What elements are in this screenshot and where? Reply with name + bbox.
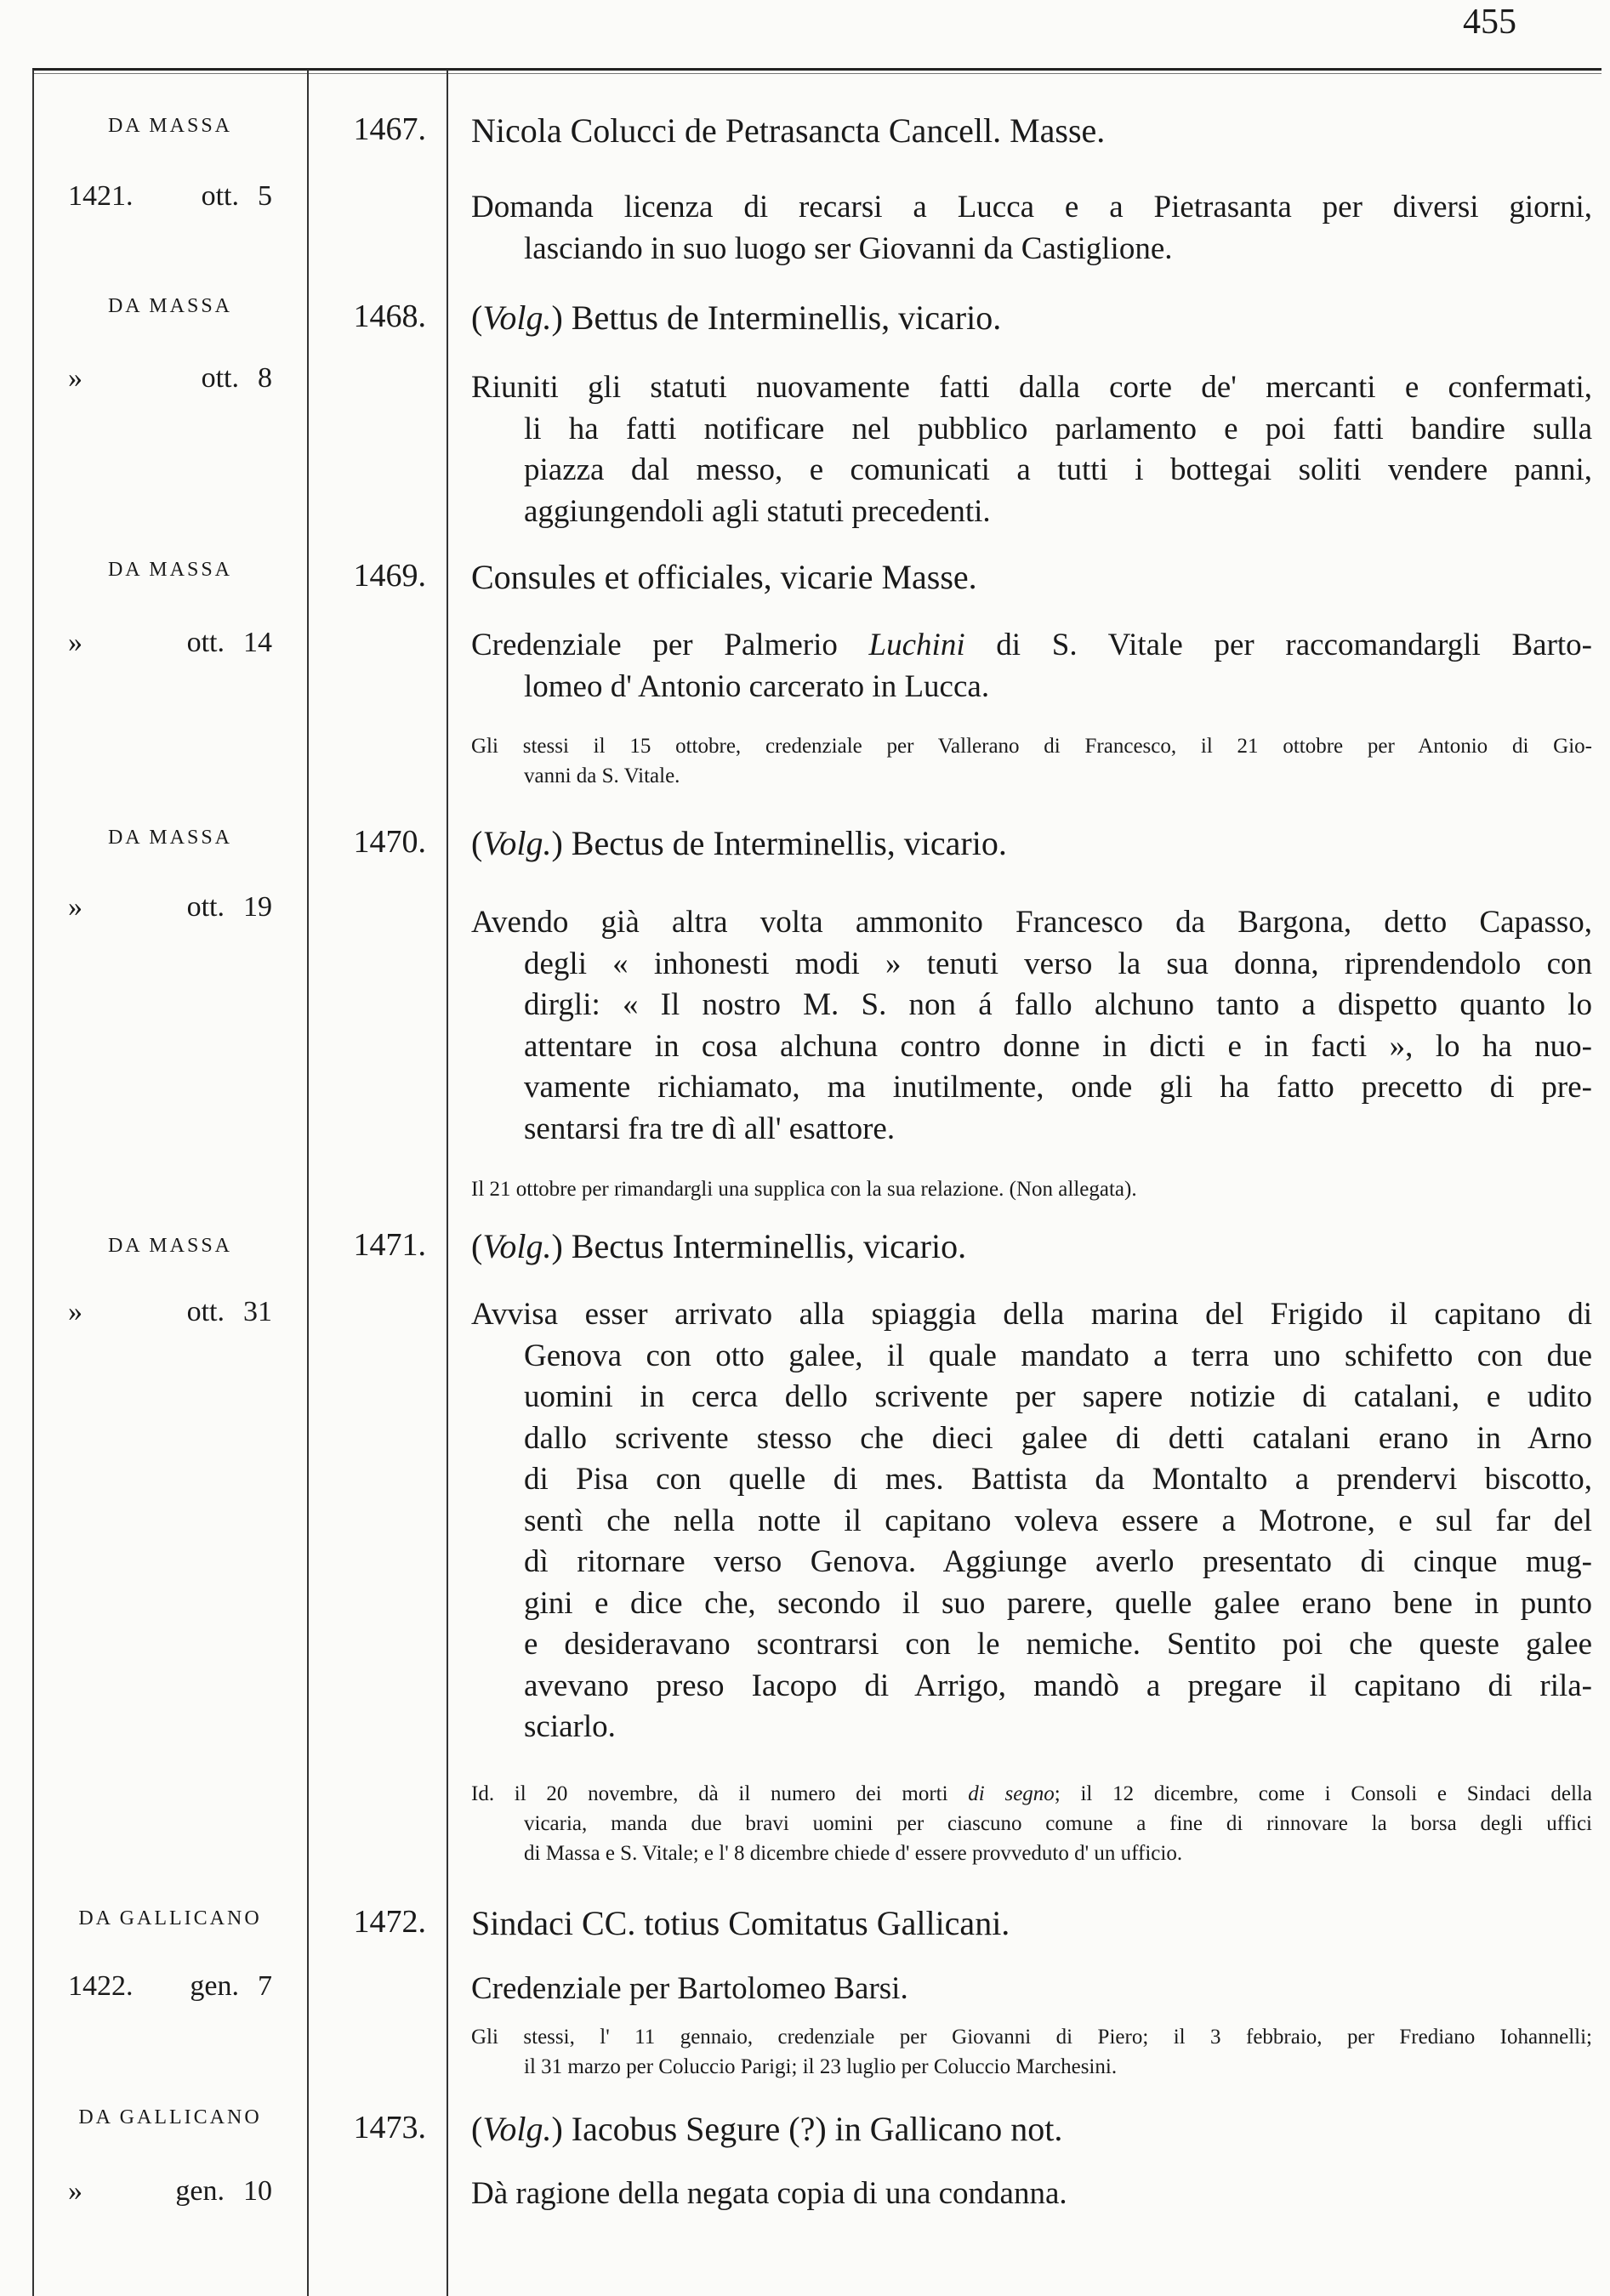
title-italic: Volg. <box>482 2110 552 2148</box>
entry-note <box>471 731 1592 791</box>
date-month: ott. <box>186 1296 225 1327</box>
date-day: 14 <box>243 627 272 658</box>
note-line: Il 21 ottobre per rimandargli una supplica con la sua relazione. (Non allegata). <box>471 1178 1137 1201</box>
entry-number: 1469. <box>353 558 426 594</box>
entry-date <box>68 362 272 395</box>
entry-number: 1467. <box>353 111 426 147</box>
entry-title <box>471 298 1594 338</box>
date-year: 1422. <box>68 1970 134 2002</box>
date-month: ott. <box>186 627 225 658</box>
body-line: di Pisa con quelle di mes. Battista da Montalto a prendervi biscotto, <box>524 1462 1592 1497</box>
title-text: ) Bectus Interminellis, vicario. <box>551 1227 967 1265</box>
body-line: Avvisa esser arrivato alla spiaggia della marina del Frigido il capitano di <box>471 1297 1592 1332</box>
date-day: 19 <box>243 891 272 923</box>
entry-body <box>471 2174 1592 2215</box>
entry-body <box>471 1294 1592 1748</box>
entry-date <box>68 2175 272 2208</box>
entry-origin-label: DA MASSA <box>107 295 233 317</box>
entry-date <box>68 891 272 924</box>
body-line: Domanda licenza di recarsi a Lucca e a Pietrasanta per diversi giorni, <box>471 190 1592 224</box>
body-line: dì ritornare verso Genova. Aggiunge averlo presentato di cinque mug- <box>524 1544 1592 1579</box>
entry-title <box>471 1903 1594 1943</box>
note-line: Gli stessi, l' 11 gennaio, credenziale per Giovanni di Piero; il 3 febbraio, per Frediano Iohannelli; <box>471 2026 1592 2049</box>
date-year: » <box>68 627 82 658</box>
entry-date <box>68 1296 272 1328</box>
entry-date <box>68 1970 272 2003</box>
date-month: ott. <box>186 891 225 923</box>
title-text: Consules et officiales, vicarie Masse. <box>471 558 977 596</box>
title-text: ) Bectus de Interminellis, vicario. <box>551 824 1007 862</box>
body-line: gini e dice che, secondo il suo parere, quelle galee erano bene in punto <box>524 1585 1592 1621</box>
date-day: 5 <box>258 180 272 212</box>
top-rule-thin <box>32 73 1601 74</box>
body-line: dirgli: « Il nostro M. S. non á fallo alchuno tanto a dispetto quanto lo <box>524 987 1592 1022</box>
entry-body <box>471 1969 1592 2010</box>
title-text: Nicola Colucci de Petrasancta Cancell. Masse. <box>471 111 1106 150</box>
entry-date <box>68 180 272 213</box>
title-prefix: ( <box>471 2110 483 2148</box>
top-rule <box>32 68 1601 71</box>
date-month: gen. <box>190 1970 239 2002</box>
entry-number: 1473. <box>353 2110 426 2145</box>
column-divider-date <box>307 70 309 2296</box>
entry-origin-label: DA GALLICANO <box>78 1907 262 1929</box>
entry-number: 1470. <box>353 824 426 860</box>
entry-number: 1471. <box>353 1227 426 1263</box>
entry-body <box>471 625 1592 708</box>
body-line: e desideravano scontrarsi con le nemiche. Sentito poi che queste galee <box>524 1627 1592 1662</box>
body-line: vamente richiamato, ma inutilmente, onde gli ha fatto precetto di pre- <box>524 1070 1592 1105</box>
date-year: » <box>68 362 82 394</box>
entry-title <box>471 557 1594 597</box>
note-line: Gli stessi il 15 ottobre, credenziale per Vallerano di Francesco, il 21 ottobre per Antonio di Gio- <box>471 735 1592 758</box>
title-italic: Volg. <box>482 824 552 862</box>
body-line: sciarlo. <box>524 1709 616 1744</box>
entry-note <box>471 2022 1592 2082</box>
entry-title <box>471 823 1594 863</box>
text-segment: di S. Vitale per raccomandargli Barto- <box>964 628 1592 662</box>
entry-body <box>471 367 1592 532</box>
entry-title <box>471 2109 1594 2149</box>
date-month: ott. <box>201 180 239 212</box>
left-border-line <box>32 70 34 2296</box>
date-day: 31 <box>243 1296 272 1327</box>
body-line: Credenziale per Bartolomeo Barsi. <box>471 1971 908 2006</box>
body-line: uomini in cerca dello scrivente per sapere notizie di catalani, e udito <box>524 1379 1592 1414</box>
italic-segment: di segno <box>968 1782 1055 1805</box>
entry-origin-label: DA GALLICANO <box>78 2106 262 2128</box>
date-day: 8 <box>258 362 272 394</box>
note-line: il 31 marzo per Coluccio Parigi; il 23 luglio per Coluccio Marchesini. <box>524 2055 1118 2078</box>
note-line: vanni da S. Vitale. <box>524 764 680 787</box>
body-line: lasciando in suo luogo ser Giovanni da Castiglione. <box>524 230 1173 266</box>
note-line <box>471 1779 1592 1809</box>
title-text: ) Bettus de Interminellis, vicario. <box>551 298 1002 337</box>
entry-origin-label: DA MASSA <box>107 827 233 849</box>
body-line: sentarsi fra tre dì all' esattore. <box>524 1111 896 1146</box>
entry-number: 1468. <box>353 298 426 334</box>
body-line: sentì che nella notte il capitano voleva essere a Motrone, e sul far del <box>524 1503 1592 1538</box>
body-line: piazza dal messo, e comunicati a tutti i bottegai soliti vendere panni, <box>524 452 1592 487</box>
date-year: » <box>68 2175 82 2207</box>
text-segment: Id. il 20 novembre, dà il numero dei morti <box>471 1782 969 1805</box>
text-segment: ; il 12 dicembre, come i Consoli e Sindaci della <box>1054 1782 1592 1805</box>
body-line: Genova con otto galee, il quale mandato a terra uno schifetto con due <box>524 1338 1592 1373</box>
title-text: ) Iacobus Segure (?) in Gallicano not. <box>551 2110 1063 2148</box>
date-month: gen. <box>175 2175 225 2207</box>
body-line: dallo scrivente stesso che dieci galee di detti catalani erano in Arno <box>524 1420 1592 1456</box>
body-line <box>471 625 1592 667</box>
entry-note <box>471 1779 1592 1868</box>
title-prefix: ( <box>471 298 483 337</box>
body-line: li ha fatti notificare nel pubblico parlamento e poi fatti bandire sulla <box>524 411 1592 446</box>
note-line: di Massa e S. Vitale; e l' 8 dicembre chiede d' essere provveduto d' un ufficio. <box>524 1842 1183 1865</box>
body-line: avevano preso Iacopo di Arrigo, mandò a pregare il capitano di rila- <box>524 1668 1592 1703</box>
body-line: Dà ragione della negata copia di una condanna. <box>471 2176 1067 2211</box>
entry-title <box>471 111 1594 151</box>
entry-origin-label: DA MASSA <box>107 115 233 137</box>
entry-title <box>471 1226 1594 1266</box>
date-day: 10 <box>243 2175 272 2207</box>
date-year: » <box>68 891 82 923</box>
note-line: vicaria, manda due bravi uomini per ciascuno comune a fine di rinnovare la borsa degli uffici <box>524 1812 1592 1835</box>
body-line: attentare in cosa alchuna contro donne in dicti e in facti », lo ha nuo- <box>524 1028 1592 1064</box>
date-month: ott. <box>201 362 239 394</box>
entry-body <box>471 187 1592 270</box>
italic-segment: Luchini <box>868 628 965 662</box>
body-line: aggiungendoli agli statuti precedenti. <box>524 493 991 529</box>
title-prefix: ( <box>471 1227 483 1265</box>
body-line: Avendo già altra volta ammonito Francesco da Bargona, detto Capasso, <box>471 905 1592 940</box>
page-number: 455 <box>1463 3 1516 42</box>
body-line: degli « inhonesti modi » tenuti verso la sua donna, riprendendolo con <box>524 946 1592 981</box>
title-text: Sindaci CC. totius Comitatus Gallicani. <box>471 1904 1010 1942</box>
title-italic: Volg. <box>482 298 552 337</box>
entry-origin-label: DA MASSA <box>107 559 233 581</box>
title-prefix: ( <box>471 824 483 862</box>
entry-body <box>471 902 1592 1150</box>
entry-date <box>68 627 272 659</box>
entry-number: 1472. <box>353 1904 426 1940</box>
entry-origin-label: DA MASSA <box>107 1235 233 1257</box>
date-year: 1421. <box>68 180 134 212</box>
title-italic: Volg. <box>482 1227 552 1265</box>
date-day: 7 <box>258 1970 272 2002</box>
date-year: » <box>68 1296 82 1327</box>
body-line: lomeo d' Antonio carcerato in Lucca. <box>524 668 990 704</box>
text-segment: Credenziale per Palmerio <box>471 628 869 662</box>
column-divider-number <box>447 70 448 2296</box>
entry-note <box>471 1174 1592 1204</box>
body-line: Riuniti gli statuti nuovamente fatti dalla corte de' mercanti e confermati, <box>471 370 1592 405</box>
